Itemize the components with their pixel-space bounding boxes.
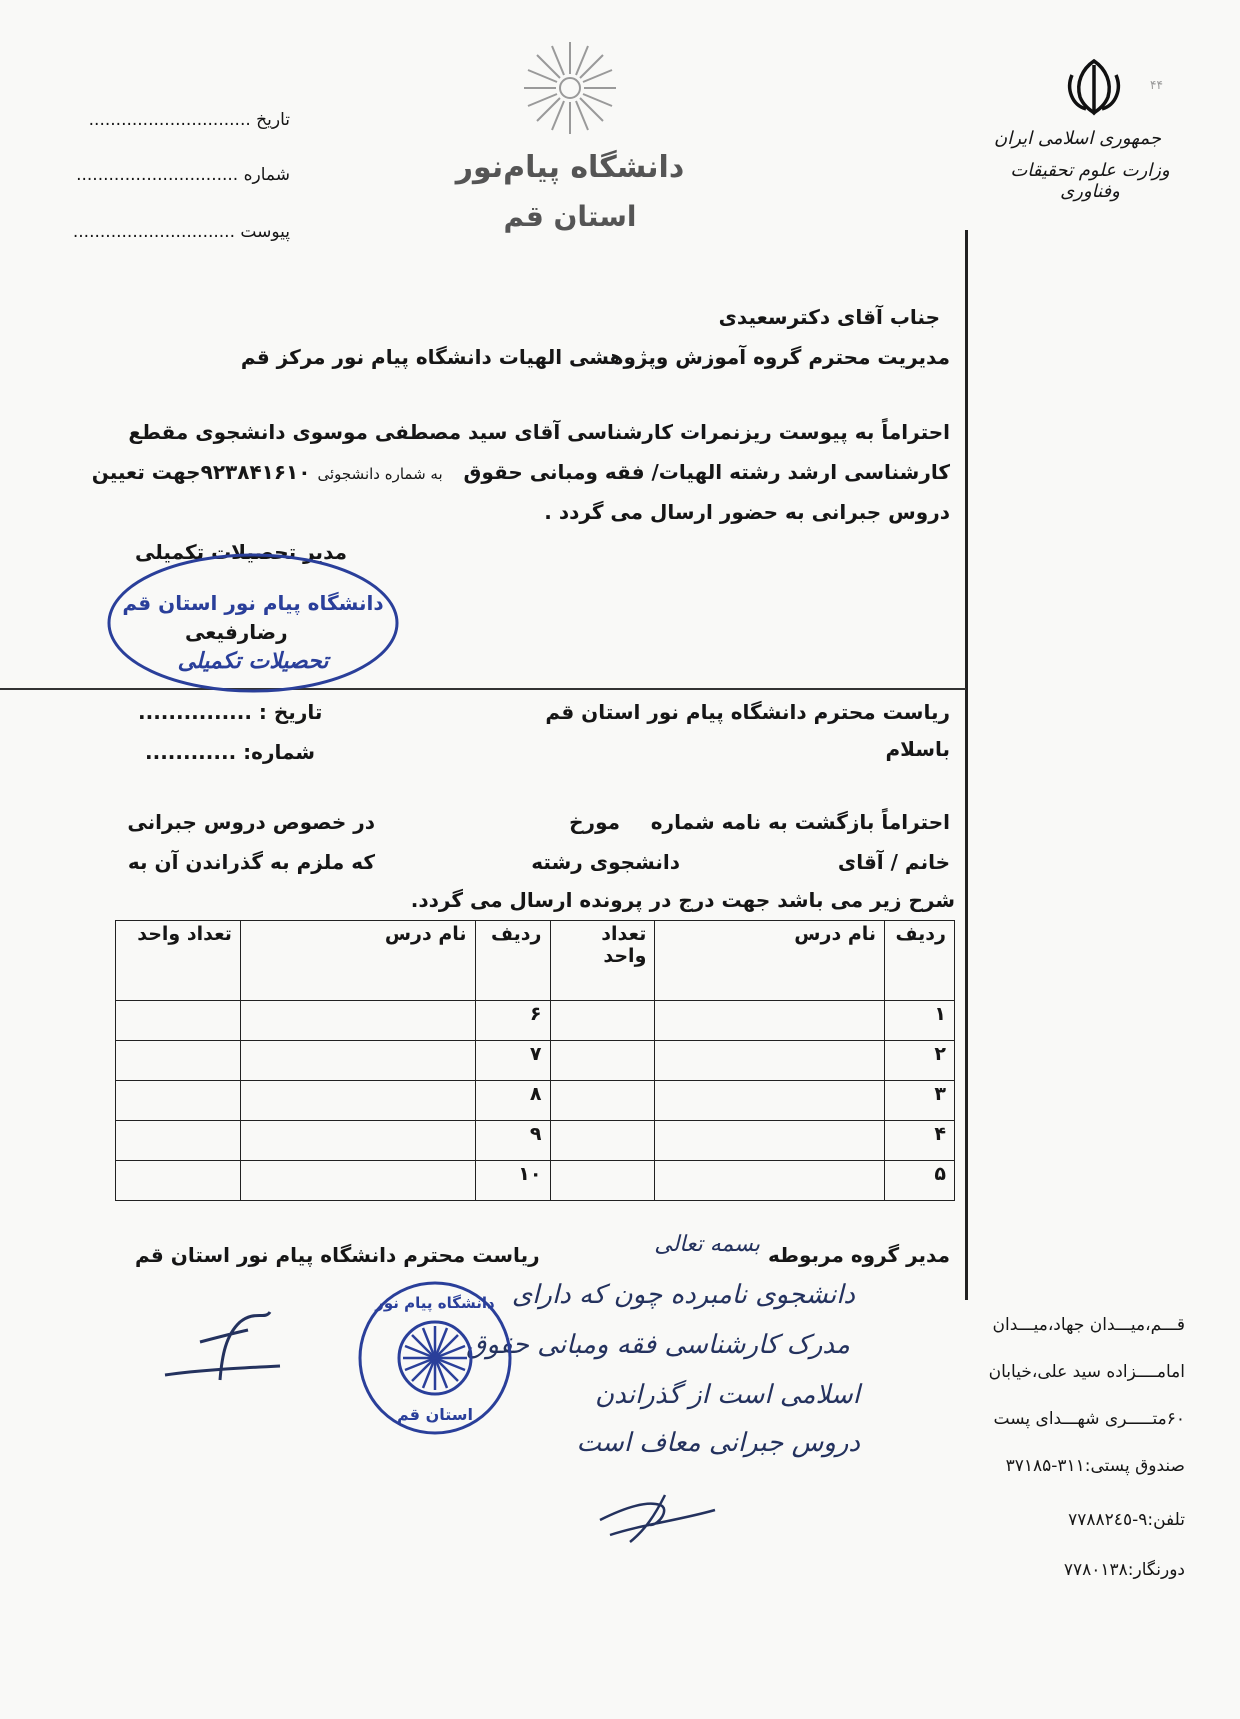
president-signature bbox=[160, 1300, 290, 1390]
table-row bbox=[116, 1161, 955, 1201]
letter1-body-line1: احتراماً به پیوست ریزنمرات کارشناسی آقای سید مصطفی موسوی دانشجوی مقطع bbox=[128, 420, 950, 444]
letter2-line2-c: که ملزم به گذراندن آن به bbox=[127, 850, 375, 874]
table-cell bbox=[240, 1081, 475, 1121]
table-cell bbox=[240, 1121, 475, 1161]
table-cell bbox=[116, 1161, 241, 1201]
country-line1: جمهوری اسلامی ایران bbox=[994, 128, 1161, 149]
table-cell: ۸ bbox=[475, 1081, 550, 1121]
table-cell: ۳ bbox=[885, 1081, 955, 1121]
compensatory-courses-table bbox=[115, 920, 955, 1201]
handwritten-signature bbox=[590, 1480, 720, 1550]
handwritten-line-0: بسمه تعالی bbox=[654, 1232, 760, 1257]
header-course-name-2: نام درس bbox=[240, 921, 475, 1001]
header-course-name: نام درس bbox=[655, 921, 885, 1001]
table-cell: ۱۰ bbox=[475, 1161, 550, 1201]
address-fax: دورنگار:۷۷۸۰۱۳۸ bbox=[1063, 1560, 1185, 1580]
table-cell: ۵ bbox=[885, 1161, 955, 1201]
table-cell bbox=[655, 1161, 885, 1201]
university-logo-icon bbox=[520, 38, 620, 138]
date-label: تاریخ bbox=[256, 110, 290, 130]
province-name: استان قم bbox=[503, 200, 637, 233]
table-cell bbox=[550, 1161, 655, 1201]
letter1-addressee: جناب آقای دکترسعیدی bbox=[718, 305, 940, 329]
table-cell bbox=[240, 1161, 475, 1201]
letter2-line3: شرح زیر می باشد جهت درج در پرونده ارسال می گردد. bbox=[410, 888, 955, 912]
table-header-row bbox=[116, 921, 955, 1001]
table-cell: ۶ bbox=[475, 1001, 550, 1041]
header-units-2: تعداد واحد bbox=[116, 921, 241, 1001]
attachment-field: پیوست .............................. bbox=[72, 222, 290, 242]
address-line4: صندوق پستی:۳۱۱-۳۷۱۸۵ bbox=[1005, 1456, 1185, 1476]
letter2-addressee: ریاست محترم دانشگاه پیام نور استان قم bbox=[545, 700, 950, 724]
table-cell bbox=[655, 1041, 885, 1081]
table-cell bbox=[116, 1041, 241, 1081]
table-row bbox=[116, 1081, 955, 1121]
table-cell bbox=[550, 1081, 655, 1121]
stamp2-text: دانشگاه پیام نور bbox=[375, 1294, 495, 1312]
table-cell bbox=[655, 1081, 885, 1121]
handwritten-line-4: دروس جبرانی معاف است bbox=[576, 1428, 860, 1458]
letter2-greeting: باسلام bbox=[885, 737, 950, 761]
letter2-line1-b: مورخ bbox=[569, 810, 620, 834]
number-field: شماره .............................. bbox=[76, 165, 290, 185]
handwritten-line-3: اسلامی است از گذراندن bbox=[594, 1380, 860, 1410]
letter2-line2-a: خانم / آقای bbox=[837, 850, 950, 874]
table-cell bbox=[550, 1121, 655, 1161]
table-cell bbox=[116, 1001, 241, 1041]
handwritten-line-2: مدرک کارشناسی فقه ومبانی حقوق bbox=[466, 1330, 850, 1360]
iran-emblem-icon bbox=[1062, 55, 1126, 119]
letter1-signer-name: رضارفیعی bbox=[185, 620, 288, 644]
handwritten-line-1: دانشجوی نامبرده چون که دارای bbox=[511, 1280, 855, 1310]
letter1-addressee-title: مدیریت محترم گروه آموزش وپژوهشی الهیات دانشگاه پیام نور مرکز قم bbox=[240, 345, 950, 369]
corner-mark: ۴۴ bbox=[1150, 78, 1163, 92]
table-cell: ۴ bbox=[885, 1121, 955, 1161]
letter2-line1-a: احتراماً بازگشت به نامه شماره bbox=[650, 810, 950, 834]
stamp1-text: دانشگاه پیام نور استان قم bbox=[122, 591, 384, 615]
number-label: شماره bbox=[243, 165, 290, 185]
letter1-signer-title: مدیر تحصیلات تکمیلی bbox=[135, 540, 348, 564]
table-cell bbox=[240, 1001, 475, 1041]
date-field: تاریخ .............................. bbox=[88, 110, 290, 130]
table-row bbox=[116, 1041, 955, 1081]
letter2-date-field: تاریخ : ............... bbox=[138, 700, 323, 724]
stamp2-sub: استان قم bbox=[396, 1405, 474, 1424]
stamp1-sub: تحصیلات تکمیلی bbox=[177, 649, 329, 674]
table-cell bbox=[655, 1121, 885, 1161]
header-row-num: ردیف bbox=[885, 921, 955, 1001]
president-title: ریاست محترم دانشگاه پیام نور استان قم bbox=[135, 1243, 540, 1267]
address-line1: قـــم،میـــدان جهاد،میـــدان bbox=[992, 1315, 1185, 1335]
attachment-label: پیوست bbox=[240, 222, 290, 242]
table-cell bbox=[655, 1001, 885, 1041]
university-round-stamp bbox=[355, 1278, 515, 1438]
table-cell bbox=[116, 1121, 241, 1161]
table-cell bbox=[240, 1041, 475, 1081]
dept-head-title: مدیر گروه مربوطه bbox=[768, 1243, 950, 1267]
table-cell: ۹ bbox=[475, 1121, 550, 1161]
address-line2: امامــــزاده سید علی،خیابان bbox=[988, 1362, 1185, 1382]
letter1-body-line3: دروس جبرانی به حضور ارسال می گردد . bbox=[544, 500, 950, 524]
address-phone: تلفن:۹-۷۷۸۸۲٤٥ bbox=[1068, 1510, 1185, 1530]
university-name: دانشگاه پیام‌نور bbox=[455, 150, 685, 185]
table-cell bbox=[116, 1081, 241, 1121]
table-row bbox=[116, 1121, 955, 1161]
header-units: تعداد واحد bbox=[550, 921, 655, 1001]
table-cell: ۲ bbox=[885, 1041, 955, 1081]
table-cell: ۷ bbox=[475, 1041, 550, 1081]
table-cell: ۱ bbox=[885, 1001, 955, 1041]
country-line2: وزارت علوم تحقیقات وفناوری bbox=[1010, 160, 1170, 202]
table-cell bbox=[550, 1041, 655, 1081]
vertical-divider bbox=[965, 230, 968, 1300]
letter2-line2-b: دانشجوی رشته bbox=[531, 850, 680, 874]
address-line3: ۶۰متـــــری شهـــدای پست bbox=[993, 1409, 1185, 1429]
letter1-body-line2: کارشناسی ارشد رشته الهیات/ فقه ومبانی حقوق به شماره دانشجوئی ۹۲۳۸۴۱۶۱۰جهت تعیین bbox=[91, 460, 950, 484]
table-row bbox=[116, 1001, 955, 1041]
header-row-num-2: ردیف bbox=[475, 921, 550, 1001]
letter2-number-field: شماره: ............ bbox=[145, 740, 316, 764]
letter2-line1-c: در خصوص دروس جبرانی bbox=[127, 810, 375, 834]
table-cell bbox=[550, 1001, 655, 1041]
